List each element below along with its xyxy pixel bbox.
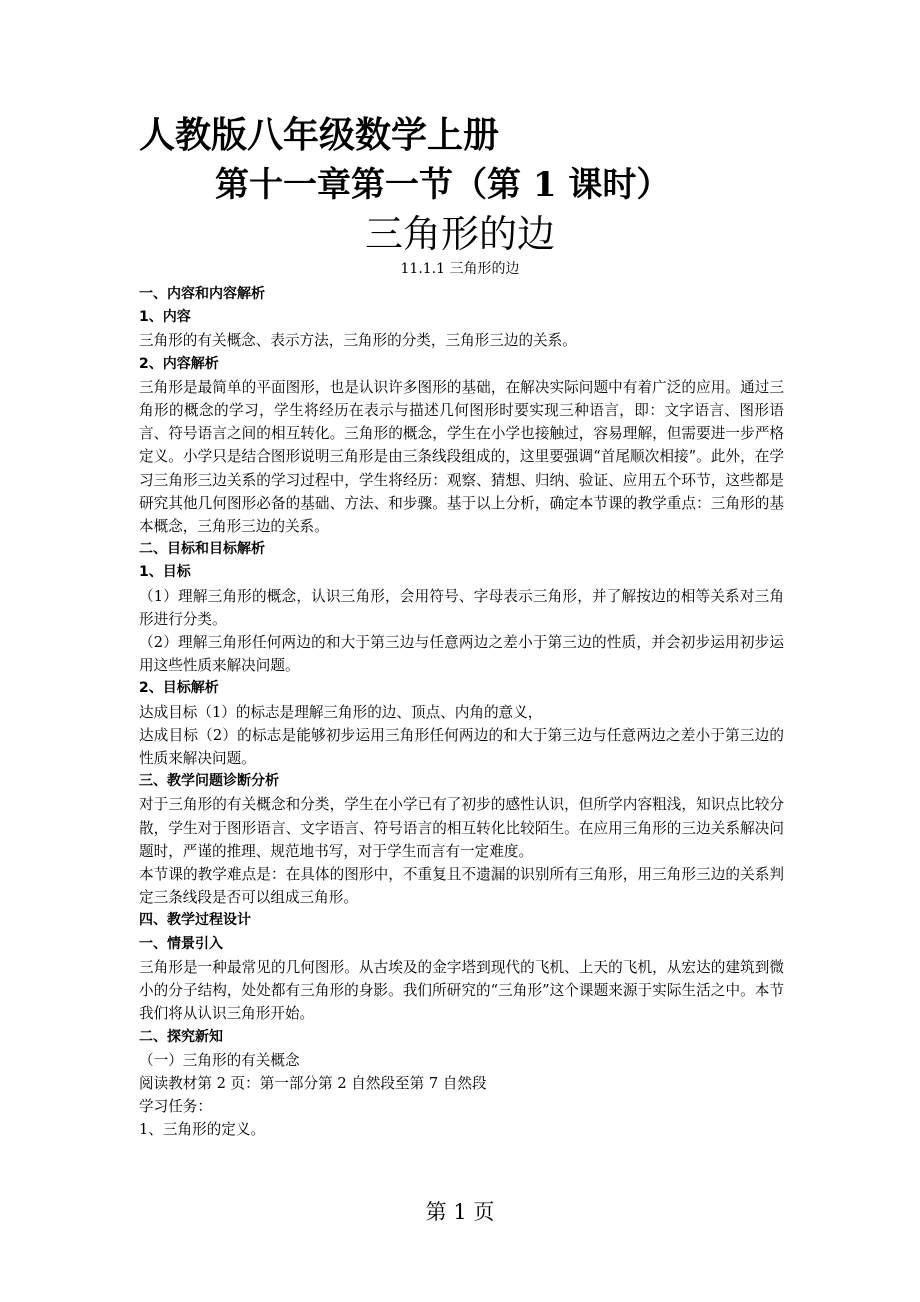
document-body bbox=[139, 283, 784, 1142]
document-title: 人教版八年级数学上册 bbox=[139, 114, 500, 156]
section-heading: 1、目标 bbox=[139, 564, 191, 581]
section-heading: 2、内容解析 bbox=[139, 355, 219, 372]
paragraph: 本节课的教学难点是：在具体的图形中，不重复且不遗漏的识别所有三角形，用三角形三边的关系判定三条线段是否可以组成三角形。 bbox=[139, 866, 784, 907]
paragraph: （1）理解三角形的概念，认识三角形，会用符号、字母表示三角形，并了解按边的相等关系对三角形进行分类。 bbox=[139, 587, 784, 628]
section-heading: 2、目标解析 bbox=[139, 680, 219, 697]
paragraph: 三角形是最简单的平面图形，也是认识许多图形的基础，在解决实际问题中有着广泛的应用。通过三角形的概念的学习，学生将经历在表示与描述几何图形时要实现三种语言，即：文字语言、图形语言、符号语言之间的相互转化。三角形的概念，学生在小学也接触过，容易理解，但需要进一步严格定义。小学只是结合图形说明三角形是由三条线段组成的，这里要强调“首尾顺次相接”。此外，在学习三角形三边关系的学习过程中，学生将经历：观察、猜想、归纳、验证、应用五个环节，这些都是研究其他几何图形必备的基础、方法、和步骤。基于以上分析，确定本节课的教学重点：三角形的基本概念，三角形三边的关系。 bbox=[139, 378, 784, 536]
paragraph: 对于三角形的有关概念和分类，学生在小学已有了初步的感性认识，但所学内容粗浅，知识点比较分散，学生对于图形语言、文字语言、符号语言的相互转化比较陌生。在应用三角形的三边关系解决问题时，严谨的推理、规范地书写，对于学生而言有一定难度。 bbox=[139, 796, 784, 860]
section-heading: 四、教学过程设计 bbox=[139, 912, 251, 929]
section-heading: 一、情景引入 bbox=[139, 935, 223, 952]
paragraph: （一）三角形的有关概念 bbox=[139, 1051, 300, 1069]
chapter-title: 第十一章第一节（第 1 课时） bbox=[215, 165, 671, 205]
paragraph: 三角形的有关概念、表示方法，三角形的分类，三角形三边的关系。 bbox=[139, 332, 577, 350]
section-heading: 二、探究新知 bbox=[139, 1028, 223, 1045]
lesson-title: 三角形的边 bbox=[364, 212, 555, 256]
section-heading: 二、目标和目标解析 bbox=[139, 541, 265, 558]
paragraph: 达成目标（2）的标志是能够初步运用三角形任何两边的和大于第三边与任意两边之差小于第三边的性质来解决问题。 bbox=[139, 726, 784, 768]
paragraph: 学习任务： bbox=[139, 1098, 212, 1116]
paragraph: 达成目标（1）的标志是理解三角形的边、顶点、内角的意义， bbox=[139, 703, 543, 721]
paragraph: 三角形是一种最常见的几何图形。从古埃及的金字塔到现代的飞机、上天的飞机，从宏达的建筑到微小的分子结构，处处都有三角形的身影。我们所研究的“三角形”这个课题来源于实际生活之中。本节我们将从认识三角形开始。 bbox=[139, 958, 784, 1023]
paragraph: （2）理解三角形任何两边的和大于第三边与任意两边之差小于第三边的性质，并会初步运用初步运用这些性质来解决问题。 bbox=[139, 634, 784, 675]
section-number: 11.1.1 三角形的边 bbox=[400, 261, 520, 277]
section-heading: 一、内容和内容解析 bbox=[139, 286, 265, 302]
page-number: 第 1 页 bbox=[425, 1200, 495, 1224]
paragraph: 1、三角形的定义。 bbox=[139, 1121, 266, 1139]
paragraph: 阅读教材第 2 页：第一部分第 2 自然段至第 7 自然段 bbox=[139, 1074, 487, 1092]
section-heading: 三、教学问题诊断分析 bbox=[139, 773, 279, 790]
section-heading: 1、内容 bbox=[139, 309, 191, 326]
